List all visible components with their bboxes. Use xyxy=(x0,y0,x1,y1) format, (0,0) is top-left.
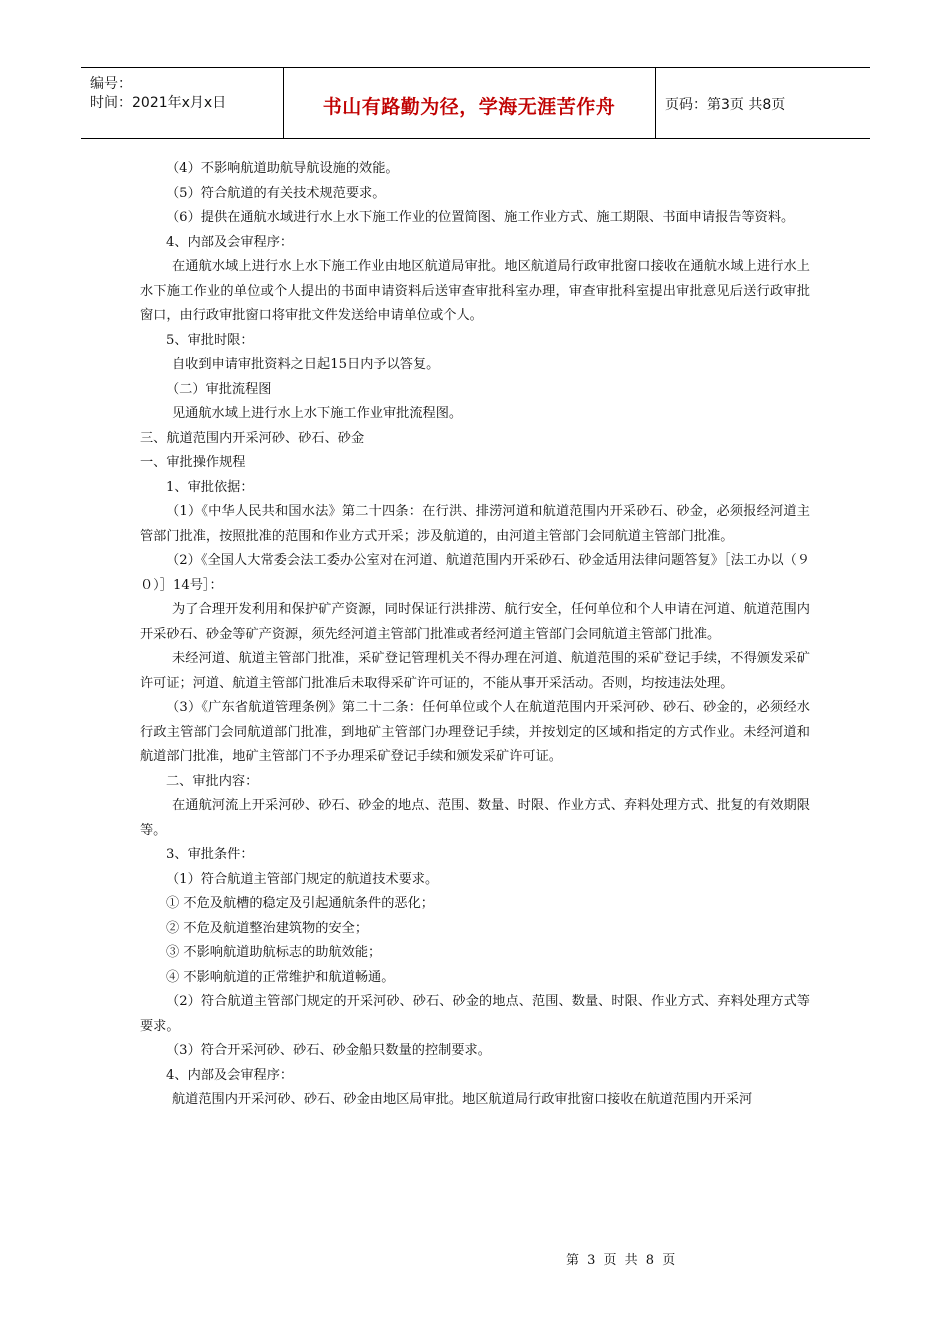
motto-text: 书山有路勤为径，学海无涯苦作舟 xyxy=(322,96,616,118)
paragraph: 在通航水域上进行水上水下施工作业由地区航道局审批。地区航道局行政审批窗口接收在通航水域上进行水上水下施工作业的单位或个人提出的书面申请资料后送审查审批科室办理，审查审批科室提出审批意见后送行政审批窗口，由行政审批窗口将审批文件发送给申请单位或个人。 xyxy=(140,259,810,323)
paragraph: 5、审批时限： xyxy=(166,332,254,348)
paragraph: （2）符合航道主管部门规定的开采河砂、砂石、砂金的地点、范围、数量、时限、作业方式、弃料处理方式等要求。 xyxy=(140,994,810,1034)
paragraph: （1）《中华人民共和国水法》第二十四条：在行洪、排涝河道和航道范围内开采砂石、砂金，必须报经河道主管部门批准，按照批准的范围和作业方式开采；涉及航道的，由河道主管部门会同航道主管部门批准。 xyxy=(140,504,810,544)
paragraph: 在通航河流上开采河砂、砂石、砂金的地点、范围、数量、时限、作业方式、弃料处理方式、批复的有效期限等。 xyxy=(140,798,810,838)
paragraph: （3）符合开采河砂、砂石、砂金船只数量的控制要求。 xyxy=(166,1043,491,1058)
header-meta-cell xyxy=(81,68,284,138)
paragraph: ④ 不影响航道的正常维护和航道畅通。 xyxy=(166,969,395,985)
paragraph: （2）《全国人大常委会法工委办公室对在河道、航道范围内开采砂石、砂金适用法律问题答复》［法工办以（９０）］14号］： xyxy=(140,553,810,593)
paragraph: 3、审批条件： xyxy=(166,847,254,862)
document-body xyxy=(140,157,810,1113)
paragraph: ③ 不影响航道助航标志的助航效能； xyxy=(166,945,382,960)
paragraph: 二、审批内容： xyxy=(166,773,259,789)
paragraph: （6）提供在通航水域进行水上水下施工作业的位置简图、施工作业方式、施工期限、书面申请报告等资料。 xyxy=(166,210,795,225)
paragraph: 三、航道范围内开采河砂、砂石、砂金 xyxy=(140,430,365,446)
paragraph: （5）符合航道的有关技术规范要求。 xyxy=(166,185,386,201)
paragraph: （1）符合航道主管部门规定的航道技术要求。 xyxy=(166,871,439,887)
paragraph: ② 不危及航道整治建筑物的安全； xyxy=(166,920,369,936)
header-page-cell xyxy=(655,68,870,138)
paragraph: （4）不影响航道助航导航设施的效能。 xyxy=(166,161,399,176)
paragraph: （3）《广东省航道管理条例》第二十二条：任何单位或个人在航道范围内开采河砂、砂石、砂金的，必须经水行政主管部门会同航道部门批准，到地矿主管部门办理登记手续，并按划定的区域和指定的方式作业。未经河道和航道部门批准，地矿主管部门不予办理采矿登记手续和颁发采矿许可证。 xyxy=(140,700,810,764)
header-page-label: 页码：第3页 共8页 xyxy=(665,97,786,113)
doc-number-label: 编号： xyxy=(90,76,132,92)
paragraph: 见通航水域上进行水上水下施工作业审批流程图。 xyxy=(172,406,463,421)
paragraph: 自收到申请审批资料之日起15日内予以答复。 xyxy=(172,357,440,372)
paragraph: 4、内部及会审程序： xyxy=(166,1067,294,1083)
paragraph: （二）审批流程图 xyxy=(166,381,272,397)
paragraph: 未经河道、航道主管部门批准，采矿登记管理机关不得办理在河道、航道范围的采矿登记手续，不得颁发采矿许可证；河道、航道主管部门批准后未取得采矿许可证的，不能从事开采活动。否则，均按违法处理。 xyxy=(140,651,810,691)
header-motto-cell xyxy=(283,68,656,138)
paragraph: 为了合理开发利用和保护矿产资源，同时保证行洪排涝、航行安全，任何单位和个人申请在河道、航道范围内开采砂石、砂金等矿产资源，须先经河道主管部门批准或者经河道主管部门会同航道主管部门批准。 xyxy=(140,602,810,642)
paragraph: 航道范围内开采河砂、砂石、砂金由地区局审批。地区航道局行政审批窗口接收在航道范围内开采河 xyxy=(172,1092,753,1107)
paragraph: ① 不危及航槽的稳定及引起通航条件的恶化； xyxy=(166,896,434,911)
paragraph: 4、内部及会审程序： xyxy=(166,234,294,250)
paragraph: 一、审批操作规程 xyxy=(140,455,246,470)
page-header xyxy=(81,67,870,139)
date-label: 时间：2021年x月x日 xyxy=(90,95,227,111)
page-footer: 第 3 页 共 8 页 xyxy=(566,1253,676,1268)
paragraph: 1、审批依据： xyxy=(166,479,254,495)
